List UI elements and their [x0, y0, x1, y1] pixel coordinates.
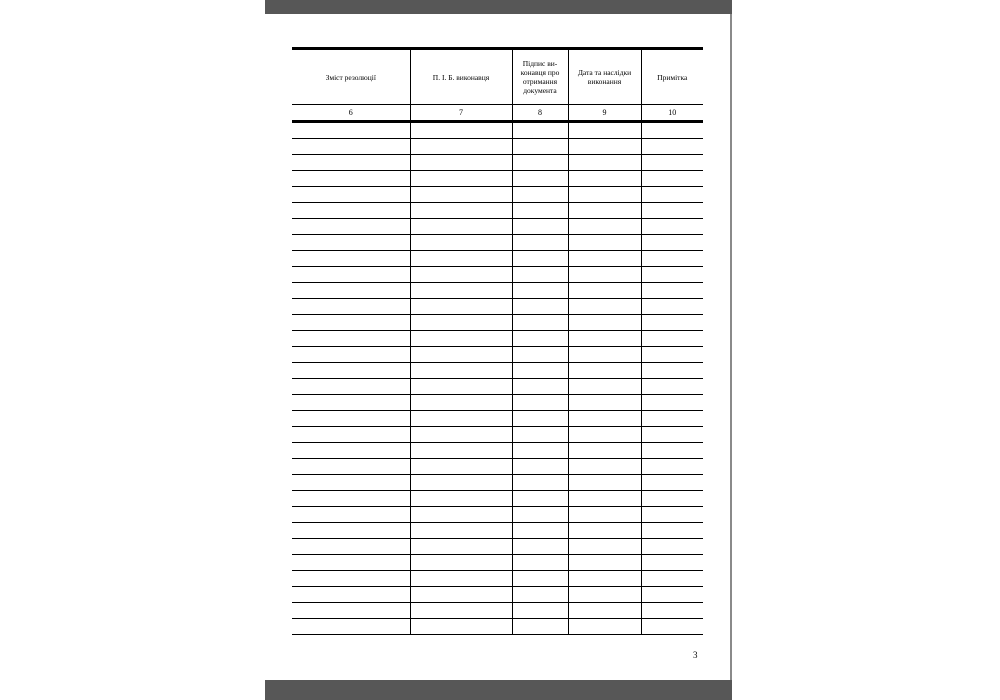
table-row: [292, 299, 703, 315]
table-cell: [292, 155, 410, 171]
table-cell: [410, 539, 512, 555]
table-row: [292, 475, 703, 491]
table-cell: [568, 395, 641, 411]
table-cell: [568, 203, 641, 219]
table-cell: [410, 475, 512, 491]
table-cell: [292, 507, 410, 523]
table-cell: [292, 347, 410, 363]
table-cell: [292, 187, 410, 203]
column-number: 7: [410, 105, 512, 122]
table-cell: [512, 507, 568, 523]
table-cell: [512, 443, 568, 459]
table-cell: [292, 459, 410, 475]
table-cell: [410, 347, 512, 363]
table-cell: [292, 219, 410, 235]
table-cell: [292, 251, 410, 267]
table-cell: [410, 331, 512, 347]
table-row: [292, 395, 703, 411]
table-cell: [410, 203, 512, 219]
table-cell: [410, 171, 512, 187]
register-table: [292, 47, 703, 635]
table-cell: [512, 187, 568, 203]
table-cell: [568, 427, 641, 443]
table-cell: [641, 619, 703, 635]
table-cell: [292, 571, 410, 587]
table-cell: [292, 443, 410, 459]
table-cell: [641, 427, 703, 443]
table-cell: [512, 139, 568, 155]
table-row: [292, 347, 703, 363]
table-cell: [410, 299, 512, 315]
table-cell: [568, 571, 641, 587]
table-cell: [292, 603, 410, 619]
table-cell: [641, 331, 703, 347]
table-cell: [568, 539, 641, 555]
table-cell: [410, 459, 512, 475]
header-execution-date-results: Дата та наслідки виконання: [568, 49, 641, 105]
table-row: [292, 571, 703, 587]
table-cell: [568, 619, 641, 635]
table-row: [292, 523, 703, 539]
table-cell: [292, 539, 410, 555]
table-cell: [568, 587, 641, 603]
table-cell: [641, 523, 703, 539]
table-row: [292, 539, 703, 555]
table-cell: [292, 619, 410, 635]
table-row: [292, 283, 703, 299]
table-cell: [641, 122, 703, 139]
column-number: 6: [292, 105, 410, 122]
table-cell: [292, 331, 410, 347]
table-cell: [512, 587, 568, 603]
table-cell: [410, 251, 512, 267]
table-cell: [410, 411, 512, 427]
table-cell: [512, 347, 568, 363]
table-row: [292, 203, 703, 219]
table-row: [292, 363, 703, 379]
table-cell: [410, 122, 512, 139]
header-resolution-content: Зміст резолюції: [292, 49, 410, 105]
table-row: [292, 315, 703, 331]
header-executor-signature: Підпис ви- конавця про отримання документа: [512, 49, 568, 105]
table-row: [292, 251, 703, 267]
table-cell: [410, 379, 512, 395]
table-cell: [512, 427, 568, 443]
table-cell: [641, 507, 703, 523]
table-cell: [292, 427, 410, 443]
page-number: 3: [693, 650, 698, 660]
table-cell: [512, 379, 568, 395]
table-cell: [512, 331, 568, 347]
table-cell: [568, 155, 641, 171]
table-cell: [292, 315, 410, 331]
table-cell: [292, 171, 410, 187]
table-cell: [292, 395, 410, 411]
table-cell: [568, 251, 641, 267]
table-cell: [410, 139, 512, 155]
table-cell: [292, 283, 410, 299]
table-cell: [641, 267, 703, 283]
table-cell: [512, 267, 568, 283]
table-cell: [568, 555, 641, 571]
table-cell: [410, 523, 512, 539]
table-cell: [641, 251, 703, 267]
column-number: 8: [512, 105, 568, 122]
table-cell: [410, 315, 512, 331]
table-cell: [292, 122, 410, 139]
table-cell: [568, 523, 641, 539]
table-cell: [641, 475, 703, 491]
table-cell: [410, 235, 512, 251]
table-cell: [410, 555, 512, 571]
table-cell: [568, 459, 641, 475]
table-cell: [641, 539, 703, 555]
table-cell: [512, 251, 568, 267]
table-cell: [292, 299, 410, 315]
table-cell: [641, 203, 703, 219]
column-number: 9: [568, 105, 641, 122]
table-cell: [512, 523, 568, 539]
table-cell: [292, 379, 410, 395]
table-cell: [512, 363, 568, 379]
table-row: [292, 187, 703, 203]
table-cell: [641, 587, 703, 603]
table-cell: [410, 283, 512, 299]
table-cell: [641, 443, 703, 459]
table-cell: [410, 427, 512, 443]
table-cell: [512, 235, 568, 251]
table-cell: [512, 411, 568, 427]
table-row: [292, 491, 703, 507]
table-cell: [292, 411, 410, 427]
table-cell: [568, 235, 641, 251]
table-cell: [410, 443, 512, 459]
table-row: [292, 427, 703, 443]
table-cell: [641, 379, 703, 395]
table-cell: [512, 475, 568, 491]
table-cell: [568, 139, 641, 155]
table-cell: [568, 475, 641, 491]
table-row: [292, 619, 703, 635]
table-cell: [292, 523, 410, 539]
table-cell: [410, 267, 512, 283]
table-cell: [292, 587, 410, 603]
table-cell: [292, 203, 410, 219]
table-row: [292, 379, 703, 395]
table-row: [292, 331, 703, 347]
table-cell: [512, 571, 568, 587]
table-cell: [641, 315, 703, 331]
table-cell: [410, 363, 512, 379]
table-row: [292, 219, 703, 235]
table-cell: [512, 315, 568, 331]
table-cell: [410, 187, 512, 203]
table-cell: [512, 539, 568, 555]
table-row: [292, 603, 703, 619]
table-cell: [512, 219, 568, 235]
table-cell: [641, 187, 703, 203]
table-cell: [292, 235, 410, 251]
table-cell: [410, 619, 512, 635]
table-cell: [568, 603, 641, 619]
table-cell: [641, 411, 703, 427]
table-cell: [512, 459, 568, 475]
table-cell: [641, 347, 703, 363]
table-cell: [512, 299, 568, 315]
table-cell: [568, 315, 641, 331]
table-cell: [410, 395, 512, 411]
table-cell: [641, 139, 703, 155]
table-cell: [641, 363, 703, 379]
table-cell: [641, 571, 703, 587]
table-cell: [568, 299, 641, 315]
table-cell: [292, 491, 410, 507]
table-cell: [568, 267, 641, 283]
document-page: [265, 14, 730, 680]
table-cell: [512, 171, 568, 187]
table-cell: [292, 555, 410, 571]
table-row: [292, 155, 703, 171]
table-cell: [410, 507, 512, 523]
table-cell: [410, 491, 512, 507]
table-cell: [641, 283, 703, 299]
table-cell: [512, 155, 568, 171]
column-number-row: [292, 105, 703, 122]
table-cell: [568, 171, 641, 187]
table-cell: [641, 235, 703, 251]
table-cell: [641, 395, 703, 411]
header-note: Примітка: [641, 49, 703, 105]
table-row: [292, 267, 703, 283]
table-cell: [292, 267, 410, 283]
table-cell: [568, 363, 641, 379]
table-row: [292, 171, 703, 187]
table-cell: [512, 283, 568, 299]
table-cell: [410, 603, 512, 619]
table-row: [292, 411, 703, 427]
table-row: [292, 122, 703, 139]
table-cell: [410, 571, 512, 587]
table-cell: [292, 139, 410, 155]
table-cell: [568, 122, 641, 139]
table-cell: [512, 203, 568, 219]
table-cell: [568, 507, 641, 523]
table-cell: [568, 443, 641, 459]
table-cell: [641, 459, 703, 475]
table-cell: [410, 155, 512, 171]
table-cell: [410, 219, 512, 235]
header-executor-name: П. І. Б. виконавця: [410, 49, 512, 105]
table-cell: [512, 491, 568, 507]
table-header-row: [292, 49, 703, 105]
table-row: [292, 443, 703, 459]
table-cell: [641, 219, 703, 235]
table-cell: [641, 603, 703, 619]
table-cell: [568, 219, 641, 235]
table-row: [292, 459, 703, 475]
table-cell: [641, 299, 703, 315]
table-row: [292, 587, 703, 603]
table-cell: [512, 555, 568, 571]
table-cell: [512, 395, 568, 411]
table-cell: [568, 491, 641, 507]
table-row: [292, 235, 703, 251]
table-cell: [568, 347, 641, 363]
table-cell: [410, 587, 512, 603]
table-row: [292, 555, 703, 571]
table-cell: [568, 411, 641, 427]
table-cell: [512, 122, 568, 139]
table-row: [292, 139, 703, 155]
table-cell: [568, 379, 641, 395]
table-cell: [568, 331, 641, 347]
column-number: 10: [641, 105, 703, 122]
table-cell: [568, 187, 641, 203]
table-cell: [641, 491, 703, 507]
table-cell: [292, 363, 410, 379]
table-cell: [641, 555, 703, 571]
table-cell: [292, 475, 410, 491]
table-cell: [641, 155, 703, 171]
table-cell: [512, 619, 568, 635]
table-cell: [512, 603, 568, 619]
table-cell: [568, 283, 641, 299]
table-cell: [641, 171, 703, 187]
table-row: [292, 507, 703, 523]
